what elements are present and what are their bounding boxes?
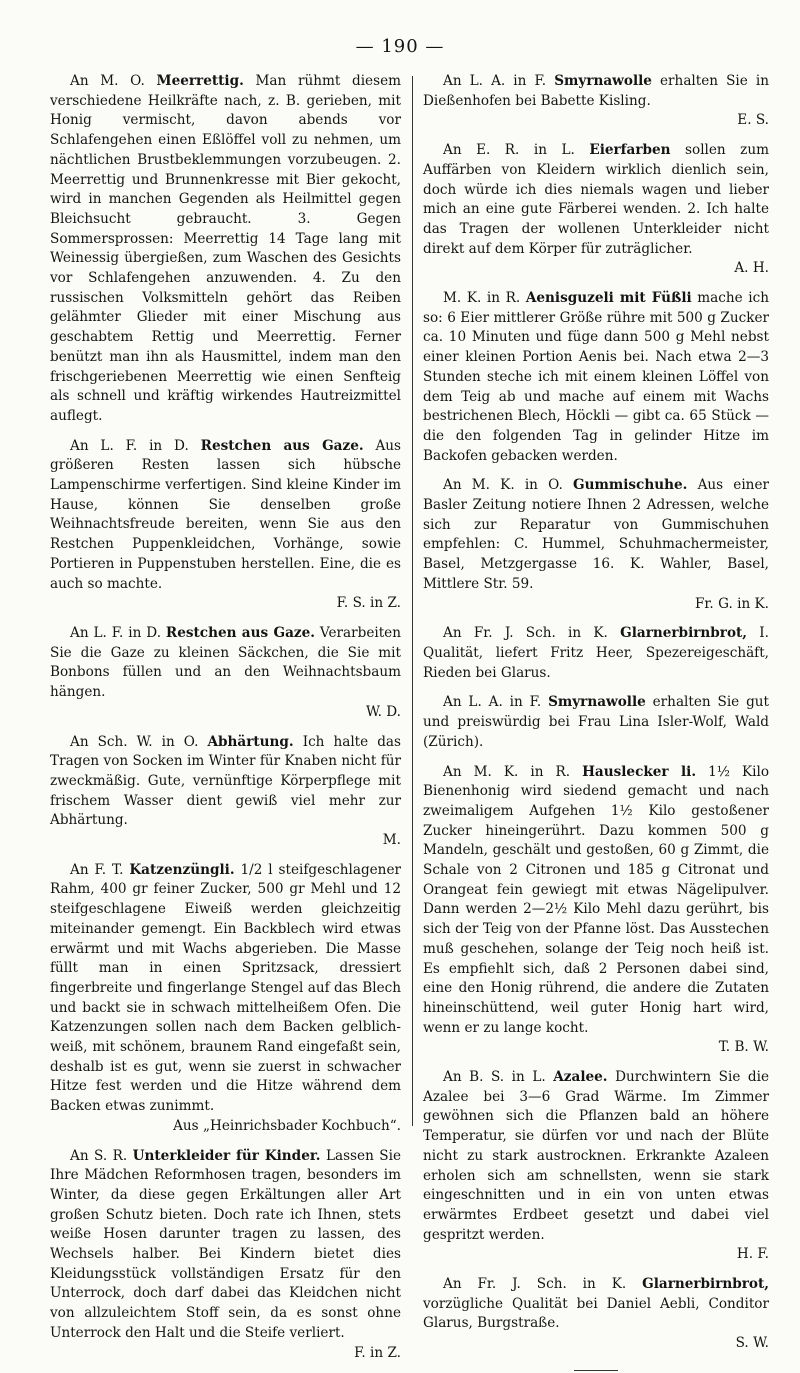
signature: A. H. (734, 260, 769, 277)
entry-topic: Restchen aus Gaze. (200, 437, 364, 454)
addressee: An E. R. in L. (443, 142, 575, 159)
entry-text: Verarbeiten Sie die Gaze zu kleinen Säckchen, die Sie mit Bonbons füllen und an den Weihnachtsbaum hängen. (50, 624, 401, 701)
entry-topic: Restchen aus Gaze. (165, 624, 315, 641)
answer-entry (423, 289, 769, 466)
entry-text: erhalten Sie gut und preiswürdig bei Frau Lina Isler-Wolf, Wald (Zürich). (423, 694, 769, 750)
entry-topic: Meerrettig. (156, 73, 244, 89)
entry-text: sollen zum Auffärben von Kleidern wirklich dienlich sein, doch würde ich dies niemals wagen und lieber mich an eine gute Färberei wenden. 2. Ich halte das Tragen der wollenen Unterkleider nicht direkt auf dem Körper für zuträglicher. (423, 142, 769, 257)
signature: H. F. (736, 1246, 769, 1263)
signature: F. S. in Z. (336, 595, 401, 612)
addressee: An L. A. in F. (443, 73, 547, 89)
entry-topic: Gummischuhe. (572, 477, 688, 494)
answer-entry (423, 693, 769, 752)
entry-topic: Azalee. (553, 1069, 608, 1086)
entry-text: Durchwintern Sie die Azalee bei 3—6 Grad Wärme. Im Zimmer gewöhnen sich die Pflanzen bald an höhere Temperatur, sie dürfen vor und nach der Blüte nicht zu stark austrocknen. Erkrankte Azaleen erholen sich am schnellsten, wenn sie stark eingeschnitten und in ein von unten etwas erwärmtes Erdbeet gesetzt und dabei viel gespritzt werden. (423, 1069, 770, 1243)
entry-text: Lassen Sie Ihre Mädchen Reformhosen tragen, besonders im Winter, da diese gegen Erkältungen aller Art großen Schutz bieten. Doch rate ich Ihnen, stets weiße Hosen darunter tragen zu lassen, des Wechsels halber. Bei Kindern bietet dies Kleidungsstück vollständigen Ersatz für den Unterrock, doch darf dabei das Kleidchen nicht von allzuleichtem Stoff sein, da es sonst ohne Unterrock den Halt und die Steife verliert. (50, 1147, 401, 1341)
answer-entry (423, 624, 769, 683)
signature: T. B. W. (718, 1039, 769, 1056)
entry-text: mache ich so: 6 Eier mittlerer Größe rühre mit 500 g Zucker ca. 10 Minuten und füge dann 500 g Mehl nebst einer kleinen Portion Aenis bei. Nach etwa 2—3 Stunden steche ich mit einem kleinen Löffel von dem Teig ab und mache auf einem mit Wachs bestrichenen Blech, Höckli — gibt ca. 65 Stück — die den folgenden Tag in gelinder Hitze im Backofen gebacken werden. (423, 290, 770, 464)
answer-entry (423, 141, 769, 279)
addressee: An L. F. in D. (70, 624, 162, 641)
answer-entry (50, 624, 401, 723)
entry-topic: Eierfarben (589, 142, 671, 159)
entry-text: Ich halte das Tragen von Socken im Winter für Knaben nicht für zweckmäßig. Gute, vernünftige Körperpflege mit frischem Wasser dient gewiß viel mehr zur Abhärtung. (50, 733, 402, 829)
addressee: An M. K. in R. (443, 763, 571, 780)
entry-text: I. Qualität, liefert Fritz Heer, Spezereigeschäft, Rieden bei Glarus. (423, 625, 769, 681)
entry-topic: Abhärtung. (207, 733, 294, 750)
addressee: An Sch. W. in O. (70, 733, 199, 750)
entry-text: 1/2 l steifgeschlagener Rahm, 400 gr feiner Zucker, 500 gr Mehl und 12 steifgeschlagene Eiweiß werden gleichzeitig miteinander gemengt. Ein Backblech wird etwas erwärmt und mit Wachs abgerieben. Die Masse füllt man in einen Spritzsack, dressiert fingerbreite und fingerlange Stengel auf das Blech und backt sie in schwach mittelheißem Ofen. Die Katzenzungen sollen nach dem Backen gelblich-weiß, mit schönem, braunem Rand eingefaßt sein, deshalb ist es gut, wenn sie zuerst in schwacher Hitze fest werden und die Hitze während dem Backen etwas zunimmt. (50, 861, 401, 1115)
signature: S. W. (735, 1335, 769, 1352)
answer-entry (423, 1068, 769, 1265)
entry-text: 1½ Kilo Bienenhonig wird siedend gemacht und nach zweimaligem Aufgehen 1½ Kilo gestoßener Zucker hineingerührt. Dazu kommen 500 g Mandeln, geschält und gestoßen, 60 g Zimmt, die Schale von 2 Citronen und 185 g Citronat und Orangeat fein gewiegt mit etwas Nägelipulver. Dann werden 2—2½ Kilo Mehl dazu gerührt, bis sich der Teig von der Pfanne löst. Das Ausstechen muß geschehen, solange der Teig noch heiß ist. Es empfiehlt sich, daß 2 Personen dabei sind, eine den Honig rührend, die andere die Zutaten hineinschüttend, weil guter Honig hart wird, wenn er zu lange kocht. (423, 763, 770, 1036)
addressee: An Fr. J. Sch. in K. (443, 1276, 627, 1293)
addressee: An F. T. (70, 861, 124, 878)
entry-topic: Glarnerbirnbrot, (620, 625, 748, 642)
addressee: An L. A. in F. (443, 694, 542, 711)
entry-text: erhalten Sie in Dießenhofen bei Babette Kisling. (423, 73, 769, 109)
entry-topic: Smyrnawolle (548, 694, 646, 711)
answer-entry (423, 1275, 769, 1354)
signature: M. (382, 832, 401, 849)
entry-topic: Hauslecker li. (582, 763, 697, 780)
addressee: M. K. in R. (443, 290, 521, 307)
signature: Fr. G. in K. (695, 595, 769, 612)
entry-topic: Glarnerbirnbrot, (642, 1276, 770, 1293)
answer-entry (423, 763, 769, 1059)
right-column (423, 72, 769, 1371)
addressee: An M. O. (70, 73, 145, 89)
answer-entry (50, 437, 401, 614)
addressee: An M. K. in O. (443, 477, 563, 494)
left-column (50, 72, 401, 1373)
addressee: An S. R. (70, 1147, 128, 1164)
entry-topic: Aenisguzeli mit Füßli (525, 290, 692, 307)
source-citation: Aus „Heinrichsbader Kochbuch“. (173, 1117, 401, 1134)
answer-entry (50, 1147, 401, 1364)
entry-text: vorzügliche Qualität bei Daniel Aebli, Conditor Glarus, Burgstraße. (423, 1295, 769, 1332)
answer-entry (50, 733, 401, 851)
signature: E. S. (737, 112, 769, 129)
entry-topic: Unterkleider für Kinder. (132, 1147, 321, 1164)
end-rule (574, 1370, 618, 1371)
signature: F. in Z. (354, 1344, 401, 1361)
answer-entry (423, 72, 769, 131)
addressee: An Fr. J. Sch. in K. (443, 625, 608, 642)
signature: W. D. (366, 703, 401, 720)
entry-text: Aus einer Basler Zeitung notiere Ihnen 2 Adressen, welche sich zur Reparatur von Gummischuhen empfehlen: C. Hummel, Schuhmachermeister, Basel, Metzgergasse 16. K. Wahler, Basel, Mittlere Str. 59. (423, 477, 769, 592)
entry-topic: Katzenzüngli. (129, 861, 235, 878)
answer-entry (423, 476, 769, 614)
addressee: An B. S. in L. (443, 1069, 546, 1086)
answer-entry (50, 861, 401, 1137)
page-number: — 190 — (355, 36, 445, 57)
column-divider (412, 76, 413, 1126)
entry-topic: Smyrnawolle (554, 73, 652, 89)
entry-text: Man rühmt diesem verschiedene Heilkräfte nach, z. B. gerieben, mit Honig vermischt, davon abends vor Schlafengehen einen Eßlöffel voll zu nehmen, um nächtlichen Brustbeklemmungen vorzubeugen. 2. Meerrettig und Brunnenkresse mit Bier gekocht, wird in manchen Gegenden als Heilmittel gegen Bleichsucht gebraucht. 3. Gegen Sommersprossen: Meerrettig 14 Tage lang mit Weinessig übergießen, zum Waschen des Gesichts vor Schlafengehen anzuwenden. 4. Zu den russischen Volksmitteln gehört das Reiben gelähmter Glieder mit einer Mischung aus geschabtem Rettig und Meerrettig. Ferner benützt man ihn als Hausmittel, indem man den frischgeriebenen Meerrettig wie einen Senfteig als schnell und kräftig wirkendes Hautreizmittel auflegt. (50, 73, 402, 424)
entry-text: Aus größeren Resten lassen sich hübsche Lampenschirme verfertigen. Sind kleine Kinder im Hause, können Sie denselben große Weihnachtsfreude bereiten, wenn Sie aus den Restchen Puppenkleidchen, Vorhänge, sowie Portieren in Puppenstuben herstellen. Eine, die es auch so machte. (50, 437, 402, 592)
answer-entry (50, 72, 401, 427)
addressee: An L. F. in D. (70, 437, 189, 454)
